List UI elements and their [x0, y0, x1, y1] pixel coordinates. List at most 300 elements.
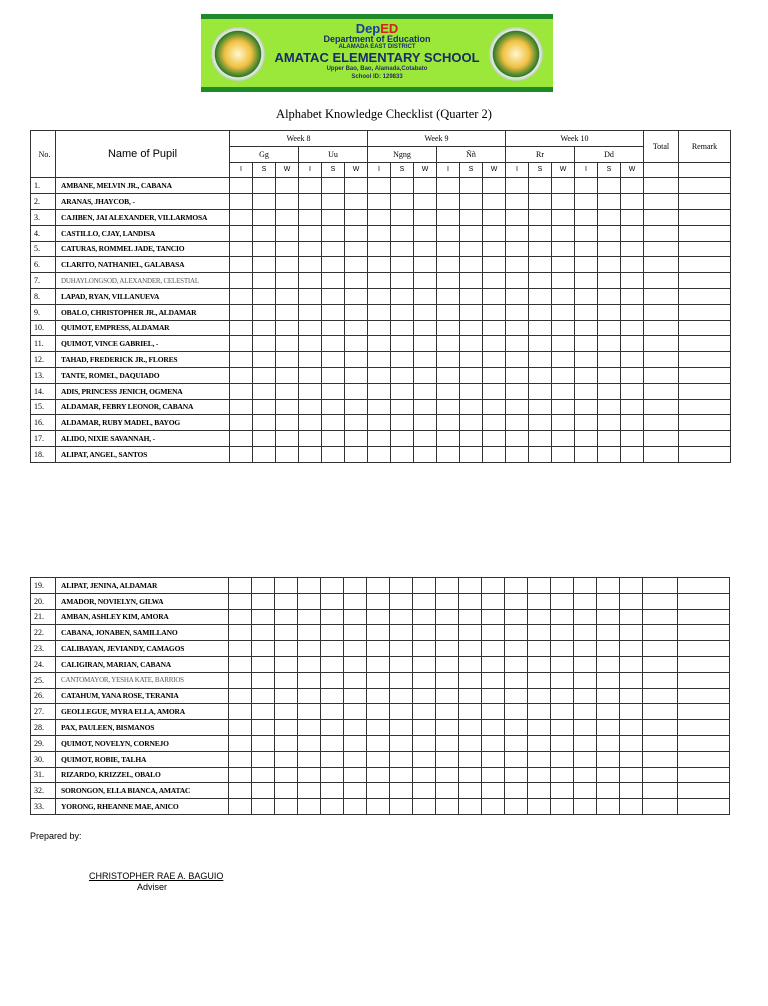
check-cell[interactable]: [253, 320, 276, 336]
check-cell[interactable]: [528, 783, 551, 799]
check-cell[interactable]: [505, 799, 528, 815]
check-cell[interactable]: [367, 641, 390, 657]
check-cell[interactable]: [506, 241, 529, 257]
total-cell[interactable]: [643, 641, 678, 657]
check-cell[interactable]: [437, 336, 460, 352]
check-cell[interactable]: [390, 751, 413, 767]
check-cell[interactable]: [437, 383, 460, 399]
check-cell[interactable]: [483, 446, 506, 462]
check-cell[interactable]: [413, 735, 436, 751]
check-cell[interactable]: [598, 446, 621, 462]
check-cell[interactable]: [345, 336, 368, 352]
check-cell[interactable]: [621, 352, 644, 368]
check-cell[interactable]: [368, 273, 391, 289]
check-cell[interactable]: [575, 209, 598, 225]
check-cell[interactable]: [229, 688, 252, 704]
check-cell[interactable]: [299, 178, 322, 194]
check-cell[interactable]: [230, 352, 253, 368]
check-cell[interactable]: [551, 720, 574, 736]
check-cell[interactable]: [414, 399, 437, 415]
check-cell[interactable]: [505, 767, 528, 783]
remark-cell[interactable]: [679, 415, 731, 431]
check-cell[interactable]: [575, 415, 598, 431]
check-cell[interactable]: [275, 704, 298, 720]
total-cell[interactable]: [643, 609, 678, 625]
check-cell[interactable]: [528, 799, 551, 815]
check-cell[interactable]: [529, 446, 552, 462]
check-cell[interactable]: [620, 720, 643, 736]
check-cell[interactable]: [391, 399, 414, 415]
check-cell[interactable]: [413, 641, 436, 657]
check-cell[interactable]: [298, 799, 321, 815]
check-cell[interactable]: [436, 625, 459, 641]
check-cell[interactable]: [505, 609, 528, 625]
check-cell[interactable]: [437, 241, 460, 257]
check-cell[interactable]: [459, 672, 482, 688]
check-cell[interactable]: [505, 720, 528, 736]
check-cell[interactable]: [505, 656, 528, 672]
check-cell[interactable]: [506, 320, 529, 336]
check-cell[interactable]: [253, 446, 276, 462]
check-cell[interactable]: [298, 735, 321, 751]
remark-cell[interactable]: [679, 241, 731, 257]
check-cell[interactable]: [436, 735, 459, 751]
check-cell[interactable]: [391, 431, 414, 447]
check-cell[interactable]: [529, 288, 552, 304]
check-cell[interactable]: [298, 704, 321, 720]
check-cell[interactable]: [598, 399, 621, 415]
total-cell[interactable]: [644, 367, 679, 383]
check-cell[interactable]: [368, 241, 391, 257]
check-cell[interactable]: [276, 194, 299, 210]
check-cell[interactable]: [506, 225, 529, 241]
check-cell[interactable]: [345, 241, 368, 257]
check-cell[interactable]: [460, 241, 483, 257]
check-cell[interactable]: [621, 304, 644, 320]
check-cell[interactable]: [575, 446, 598, 462]
check-cell[interactable]: [529, 415, 552, 431]
check-cell[interactable]: [367, 593, 390, 609]
total-cell[interactable]: [644, 241, 679, 257]
check-cell[interactable]: [505, 625, 528, 641]
check-cell[interactable]: [391, 225, 414, 241]
check-cell[interactable]: [621, 320, 644, 336]
check-cell[interactable]: [414, 415, 437, 431]
check-cell[interactable]: [528, 656, 551, 672]
check-cell[interactable]: [529, 257, 552, 273]
check-cell[interactable]: [620, 783, 643, 799]
total-cell[interactable]: [643, 688, 678, 704]
check-cell[interactable]: [275, 593, 298, 609]
check-cell[interactable]: [276, 446, 299, 462]
check-cell[interactable]: [344, 704, 367, 720]
check-cell[interactable]: [552, 383, 575, 399]
check-cell[interactable]: [299, 257, 322, 273]
check-cell[interactable]: [620, 767, 643, 783]
check-cell[interactable]: [528, 688, 551, 704]
check-cell[interactable]: [482, 720, 505, 736]
check-cell[interactable]: [345, 383, 368, 399]
check-cell[interactable]: [414, 336, 437, 352]
check-cell[interactable]: [620, 656, 643, 672]
check-cell[interactable]: [322, 399, 345, 415]
check-cell[interactable]: [437, 209, 460, 225]
check-cell[interactable]: [391, 320, 414, 336]
check-cell[interactable]: [575, 367, 598, 383]
check-cell[interactable]: [322, 352, 345, 368]
check-cell[interactable]: [528, 672, 551, 688]
check-cell[interactable]: [276, 367, 299, 383]
check-cell[interactable]: [620, 735, 643, 751]
check-cell[interactable]: [437, 431, 460, 447]
check-cell[interactable]: [436, 609, 459, 625]
remark-cell[interactable]: [678, 704, 730, 720]
check-cell[interactable]: [574, 799, 597, 815]
check-cell[interactable]: [345, 209, 368, 225]
check-cell[interactable]: [575, 225, 598, 241]
check-cell[interactable]: [298, 593, 321, 609]
check-cell[interactable]: [275, 735, 298, 751]
check-cell[interactable]: [276, 273, 299, 289]
check-cell[interactable]: [436, 704, 459, 720]
check-cell[interactable]: [413, 578, 436, 594]
check-cell[interactable]: [252, 751, 275, 767]
check-cell[interactable]: [413, 609, 436, 625]
total-cell[interactable]: [644, 446, 679, 462]
check-cell[interactable]: [506, 304, 529, 320]
check-cell[interactable]: [390, 720, 413, 736]
check-cell[interactable]: [621, 257, 644, 273]
check-cell[interactable]: [344, 783, 367, 799]
check-cell[interactable]: [391, 415, 414, 431]
check-cell[interactable]: [367, 720, 390, 736]
check-cell[interactable]: [368, 446, 391, 462]
check-cell[interactable]: [391, 194, 414, 210]
check-cell[interactable]: [459, 799, 482, 815]
check-cell[interactable]: [253, 209, 276, 225]
check-cell[interactable]: [482, 656, 505, 672]
check-cell[interactable]: [299, 367, 322, 383]
check-cell[interactable]: [298, 641, 321, 657]
check-cell[interactable]: [275, 609, 298, 625]
check-cell[interactable]: [597, 609, 620, 625]
remark-cell[interactable]: [678, 641, 730, 657]
check-cell[interactable]: [529, 304, 552, 320]
check-cell[interactable]: [459, 656, 482, 672]
check-cell[interactable]: [598, 209, 621, 225]
check-cell[interactable]: [344, 609, 367, 625]
check-cell[interactable]: [414, 257, 437, 273]
check-cell[interactable]: [275, 688, 298, 704]
check-cell[interactable]: [321, 735, 344, 751]
check-cell[interactable]: [344, 767, 367, 783]
remark-cell[interactable]: [679, 446, 731, 462]
check-cell[interactable]: [299, 399, 322, 415]
check-cell[interactable]: [344, 720, 367, 736]
check-cell[interactable]: [620, 799, 643, 815]
check-cell[interactable]: [252, 672, 275, 688]
check-cell[interactable]: [437, 257, 460, 273]
check-cell[interactable]: [574, 656, 597, 672]
check-cell[interactable]: [597, 735, 620, 751]
check-cell[interactable]: [344, 751, 367, 767]
check-cell[interactable]: [552, 320, 575, 336]
check-cell[interactable]: [506, 431, 529, 447]
check-cell[interactable]: [321, 688, 344, 704]
check-cell[interactable]: [597, 799, 620, 815]
check-cell[interactable]: [437, 415, 460, 431]
check-cell[interactable]: [528, 641, 551, 657]
check-cell[interactable]: [460, 336, 483, 352]
check-cell[interactable]: [229, 672, 252, 688]
check-cell[interactable]: [276, 304, 299, 320]
check-cell[interactable]: [551, 656, 574, 672]
check-cell[interactable]: [252, 641, 275, 657]
check-cell[interactable]: [322, 288, 345, 304]
check-cell[interactable]: [483, 178, 506, 194]
check-cell[interactable]: [321, 767, 344, 783]
check-cell[interactable]: [390, 625, 413, 641]
check-cell[interactable]: [620, 688, 643, 704]
check-cell[interactable]: [598, 257, 621, 273]
check-cell[interactable]: [437, 352, 460, 368]
check-cell[interactable]: [322, 225, 345, 241]
remark-cell[interactable]: [678, 751, 730, 767]
check-cell[interactable]: [367, 767, 390, 783]
check-cell[interactable]: [230, 367, 253, 383]
check-cell[interactable]: [459, 578, 482, 594]
check-cell[interactable]: [230, 178, 253, 194]
check-cell[interactable]: [367, 783, 390, 799]
check-cell[interactable]: [505, 672, 528, 688]
check-cell[interactable]: [413, 704, 436, 720]
check-cell[interactable]: [321, 751, 344, 767]
check-cell[interactable]: [482, 799, 505, 815]
check-cell[interactable]: [344, 735, 367, 751]
remark-cell[interactable]: [678, 799, 730, 815]
check-cell[interactable]: [575, 288, 598, 304]
check-cell[interactable]: [551, 609, 574, 625]
check-cell[interactable]: [621, 178, 644, 194]
check-cell[interactable]: [230, 225, 253, 241]
check-cell[interactable]: [322, 209, 345, 225]
check-cell[interactable]: [252, 578, 275, 594]
total-cell[interactable]: [643, 704, 678, 720]
total-cell[interactable]: [644, 431, 679, 447]
check-cell[interactable]: [229, 656, 252, 672]
check-cell[interactable]: [391, 178, 414, 194]
check-cell[interactable]: [368, 304, 391, 320]
check-cell[interactable]: [436, 799, 459, 815]
check-cell[interactable]: [551, 751, 574, 767]
check-cell[interactable]: [390, 578, 413, 594]
check-cell[interactable]: [574, 593, 597, 609]
check-cell[interactable]: [552, 178, 575, 194]
check-cell[interactable]: [597, 625, 620, 641]
check-cell[interactable]: [620, 672, 643, 688]
total-cell[interactable]: [643, 672, 678, 688]
check-cell[interactable]: [367, 625, 390, 641]
total-cell[interactable]: [644, 336, 679, 352]
check-cell[interactable]: [391, 288, 414, 304]
check-cell[interactable]: [621, 446, 644, 462]
check-cell[interactable]: [367, 609, 390, 625]
check-cell[interactable]: [505, 751, 528, 767]
check-cell[interactable]: [344, 578, 367, 594]
total-cell[interactable]: [644, 288, 679, 304]
check-cell[interactable]: [459, 751, 482, 767]
check-cell[interactable]: [368, 257, 391, 273]
check-cell[interactable]: [506, 352, 529, 368]
check-cell[interactable]: [482, 578, 505, 594]
check-cell[interactable]: [529, 225, 552, 241]
check-cell[interactable]: [460, 431, 483, 447]
check-cell[interactable]: [598, 273, 621, 289]
check-cell[interactable]: [598, 241, 621, 257]
check-cell[interactable]: [229, 609, 252, 625]
check-cell[interactable]: [230, 304, 253, 320]
check-cell[interactable]: [298, 767, 321, 783]
check-cell[interactable]: [321, 799, 344, 815]
check-cell[interactable]: [368, 431, 391, 447]
check-cell[interactable]: [276, 257, 299, 273]
total-cell[interactable]: [643, 625, 678, 641]
check-cell[interactable]: [322, 415, 345, 431]
check-cell[interactable]: [321, 625, 344, 641]
total-cell[interactable]: [643, 799, 678, 815]
check-cell[interactable]: [321, 641, 344, 657]
total-cell[interactable]: [644, 415, 679, 431]
check-cell[interactable]: [597, 672, 620, 688]
check-cell[interactable]: [574, 672, 597, 688]
check-cell[interactable]: [460, 178, 483, 194]
check-cell[interactable]: [253, 336, 276, 352]
check-cell[interactable]: [552, 399, 575, 415]
check-cell[interactable]: [413, 656, 436, 672]
check-cell[interactable]: [506, 399, 529, 415]
check-cell[interactable]: [253, 241, 276, 257]
check-cell[interactable]: [229, 783, 252, 799]
check-cell[interactable]: [229, 767, 252, 783]
check-cell[interactable]: [574, 688, 597, 704]
check-cell[interactable]: [460, 225, 483, 241]
check-cell[interactable]: [229, 704, 252, 720]
check-cell[interactable]: [390, 672, 413, 688]
check-cell[interactable]: [253, 178, 276, 194]
check-cell[interactable]: [413, 751, 436, 767]
check-cell[interactable]: [230, 446, 253, 462]
check-cell[interactable]: [230, 288, 253, 304]
remark-cell[interactable]: [679, 383, 731, 399]
check-cell[interactable]: [253, 415, 276, 431]
check-cell[interactable]: [276, 320, 299, 336]
check-cell[interactable]: [367, 751, 390, 767]
check-cell[interactable]: [597, 578, 620, 594]
check-cell[interactable]: [275, 799, 298, 815]
check-cell[interactable]: [229, 799, 252, 815]
check-cell[interactable]: [322, 194, 345, 210]
remark-cell[interactable]: [678, 609, 730, 625]
check-cell[interactable]: [460, 304, 483, 320]
check-cell[interactable]: [529, 194, 552, 210]
check-cell[interactable]: [529, 178, 552, 194]
check-cell[interactable]: [505, 783, 528, 799]
check-cell[interactable]: [252, 625, 275, 641]
check-cell[interactable]: [299, 415, 322, 431]
check-cell[interactable]: [299, 336, 322, 352]
check-cell[interactable]: [505, 688, 528, 704]
check-cell[interactable]: [529, 320, 552, 336]
check-cell[interactable]: [436, 593, 459, 609]
check-cell[interactable]: [529, 209, 552, 225]
check-cell[interactable]: [413, 625, 436, 641]
check-cell[interactable]: [253, 367, 276, 383]
check-cell[interactable]: [529, 336, 552, 352]
total-cell[interactable]: [644, 225, 679, 241]
check-cell[interactable]: [321, 609, 344, 625]
check-cell[interactable]: [299, 383, 322, 399]
check-cell[interactable]: [344, 656, 367, 672]
check-cell[interactable]: [322, 431, 345, 447]
check-cell[interactable]: [483, 383, 506, 399]
check-cell[interactable]: [299, 225, 322, 241]
check-cell[interactable]: [597, 704, 620, 720]
remark-cell[interactable]: [679, 194, 731, 210]
check-cell[interactable]: [460, 320, 483, 336]
check-cell[interactable]: [437, 320, 460, 336]
check-cell[interactable]: [229, 578, 252, 594]
total-cell[interactable]: [644, 304, 679, 320]
check-cell[interactable]: [345, 257, 368, 273]
check-cell[interactable]: [483, 320, 506, 336]
remark-cell[interactable]: [679, 178, 731, 194]
remark-cell[interactable]: [678, 688, 730, 704]
check-cell[interactable]: [436, 656, 459, 672]
check-cell[interactable]: [345, 431, 368, 447]
check-cell[interactable]: [506, 178, 529, 194]
check-cell[interactable]: [597, 783, 620, 799]
check-cell[interactable]: [460, 415, 483, 431]
check-cell[interactable]: [459, 735, 482, 751]
total-cell[interactable]: [644, 399, 679, 415]
check-cell[interactable]: [598, 352, 621, 368]
check-cell[interactable]: [253, 352, 276, 368]
check-cell[interactable]: [252, 783, 275, 799]
check-cell[interactable]: [368, 178, 391, 194]
check-cell[interactable]: [321, 656, 344, 672]
check-cell[interactable]: [299, 320, 322, 336]
check-cell[interactable]: [413, 672, 436, 688]
check-cell[interactable]: [459, 609, 482, 625]
check-cell[interactable]: [551, 578, 574, 594]
check-cell[interactable]: [621, 209, 644, 225]
check-cell[interactable]: [321, 783, 344, 799]
check-cell[interactable]: [436, 641, 459, 657]
check-cell[interactable]: [506, 383, 529, 399]
check-cell[interactable]: [483, 415, 506, 431]
check-cell[interactable]: [390, 767, 413, 783]
check-cell[interactable]: [391, 367, 414, 383]
check-cell[interactable]: [414, 304, 437, 320]
check-cell[interactable]: [574, 720, 597, 736]
check-cell[interactable]: [529, 383, 552, 399]
check-cell[interactable]: [368, 288, 391, 304]
remark-cell[interactable]: [679, 352, 731, 368]
check-cell[interactable]: [483, 431, 506, 447]
total-cell[interactable]: [643, 751, 678, 767]
check-cell[interactable]: [322, 336, 345, 352]
check-cell[interactable]: [459, 720, 482, 736]
